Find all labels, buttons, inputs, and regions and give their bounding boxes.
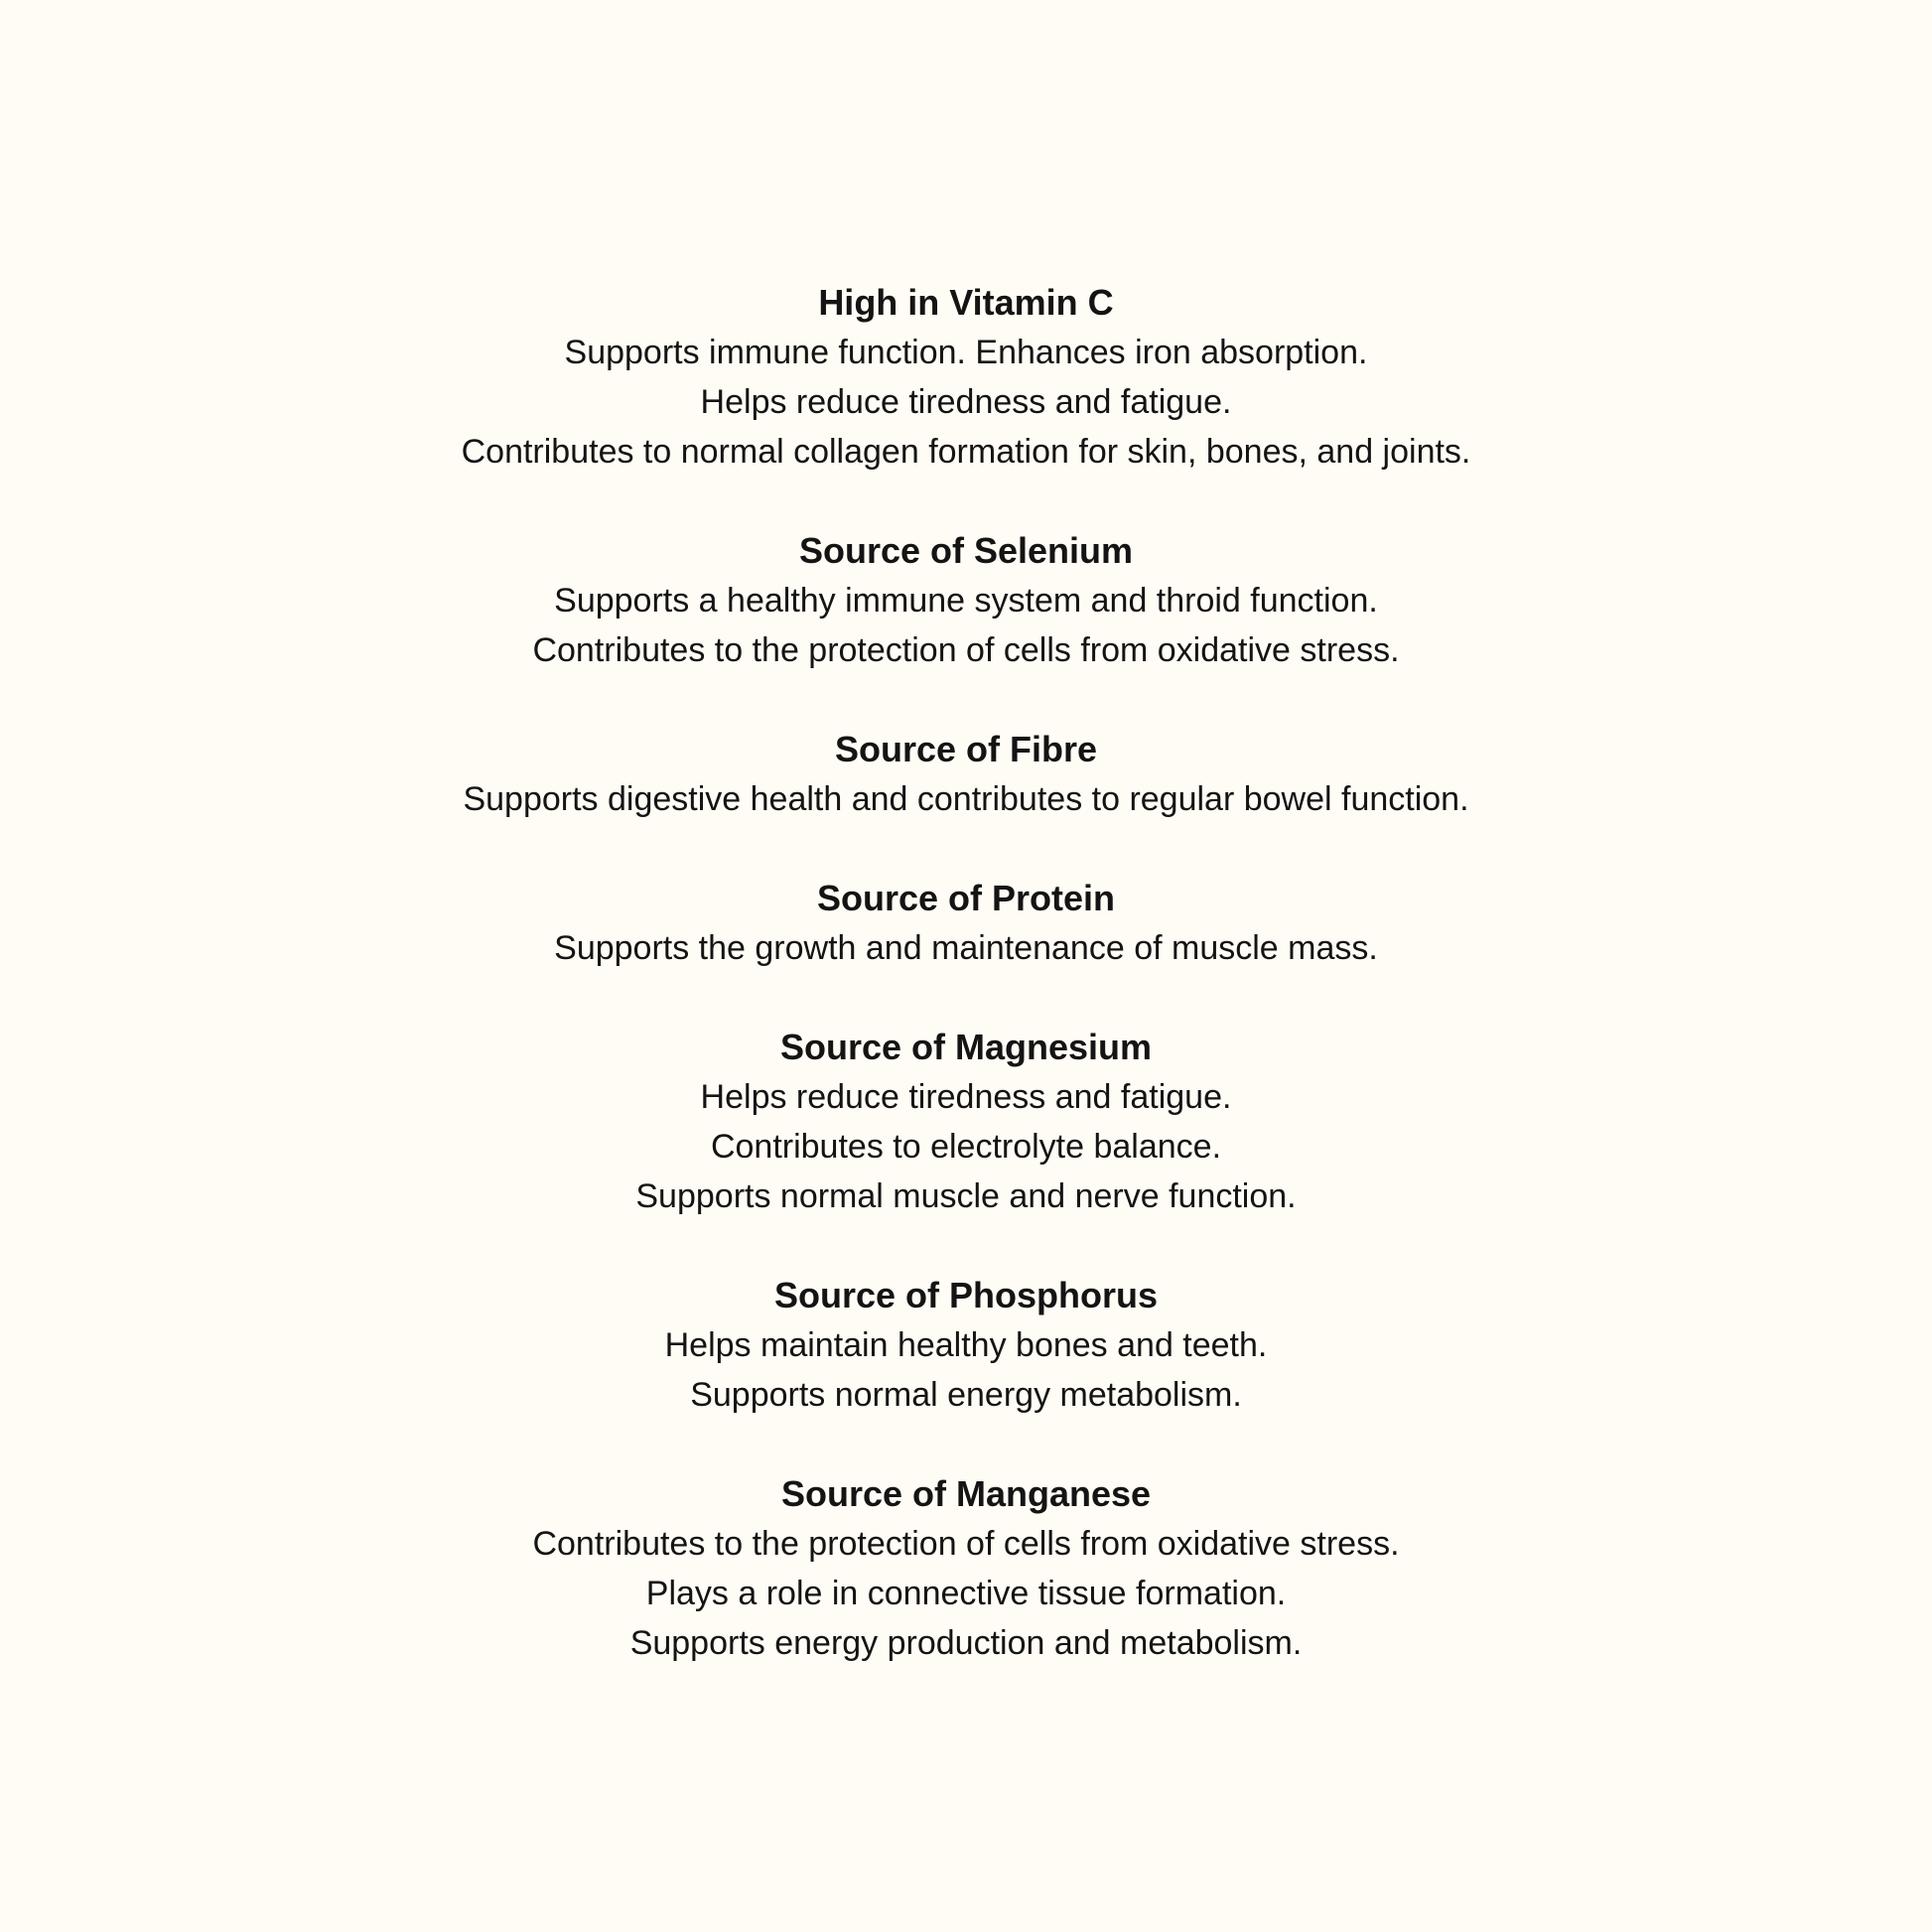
claim-heading: Source of Selenium [798,530,1134,571]
claim-line: Contributes to the protection of cells from oxidative stress. [532,631,1400,669]
claim-heading: Source of Magnesium [779,1027,1153,1067]
claim-line: Supports energy production and metabolism. [629,1624,1303,1662]
claim-line: Supports immune function. Enhances iron absorption. [564,334,1368,371]
claim-line: Helps reduce tiredness and fatigue. [700,383,1232,421]
claim-line: Contributes to electrolyte balance. [710,1128,1222,1166]
claim-heading: Source of Fibre [834,729,1098,769]
claim-heading: Source of Phosphorus [773,1275,1159,1315]
claim-line: Supports digestive health and contributes to regular bowel function. [463,780,1469,818]
claim-section-fibre [0,725,1932,824]
claim-section-selenium [0,526,1932,675]
claim-line: Supports normal muscle and nerve function. [635,1177,1297,1215]
claim-line: Plays a role in connective tissue formation. [645,1575,1287,1612]
claim-section-magnesium [0,1023,1932,1221]
claim-line: Helps reduce tiredness and fatigue. [700,1078,1232,1116]
claim-section-vitamin-c [0,278,1932,477]
claim-line: Contributes to the protection of cells from oxidative stress. [532,1525,1400,1563]
nutrition-claims [0,278,1932,1718]
claim-section-phosphorus [0,1271,1932,1420]
claim-line: Contributes to normal collagen formation for skin, bones, and joints. [461,433,1471,471]
claim-heading: Source of Protein [816,878,1116,918]
claim-heading: High in Vitamin C [818,282,1114,323]
claim-line: Supports a healthy immune system and throid function. [554,582,1378,620]
claim-section-manganese [0,1469,1932,1668]
claim-line: Supports normal energy metabolism. [690,1376,1242,1414]
claim-section-protein [0,874,1932,973]
claim-line: Helps maintain healthy bones and teeth. [664,1326,1268,1364]
claim-line: Supports the growth and maintenance of muscle mass. [554,929,1378,967]
claim-heading: Source of Manganese [780,1473,1152,1514]
